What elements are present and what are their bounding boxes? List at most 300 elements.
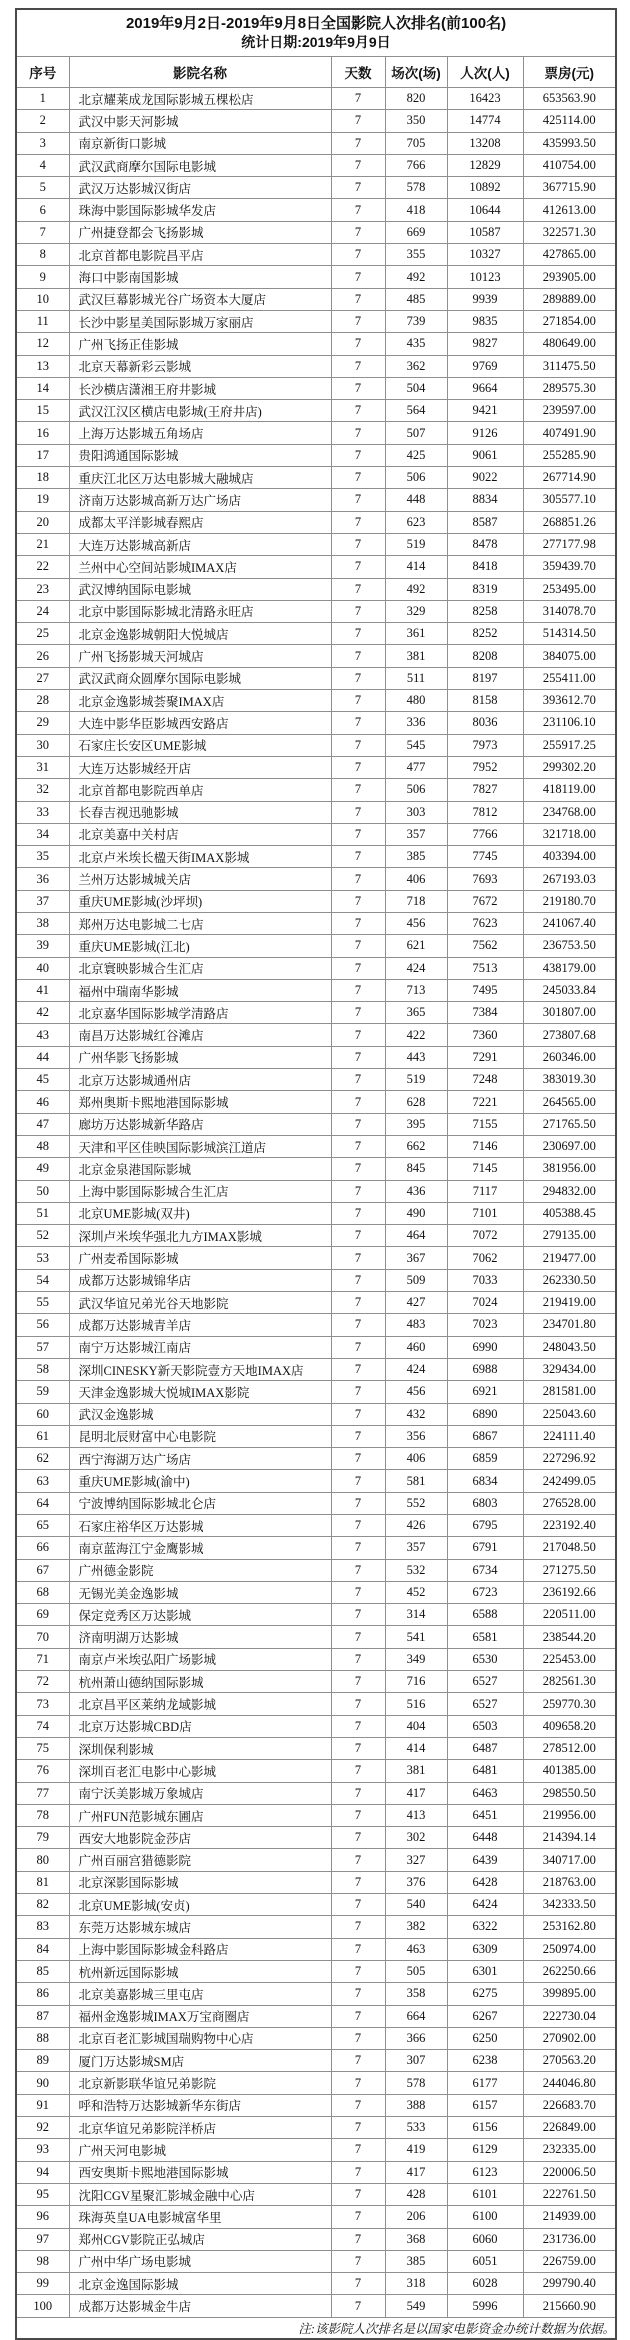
table-row	[16, 422, 616, 444]
sessions-cell: 564	[385, 400, 447, 422]
cinema-name-cell: 重庆UME影城(江北)	[69, 935, 331, 957]
admissions-cell: 9769	[447, 355, 523, 377]
boxoffice-cell: 273807.68	[523, 1024, 616, 1046]
table-row	[16, 1671, 616, 1693]
admissions-cell: 6834	[447, 1470, 523, 1492]
admissions-cell: 6988	[447, 1358, 523, 1380]
days-cell: 7	[331, 1581, 385, 1603]
col-header-rank: 序号	[16, 57, 69, 88]
admissions-cell: 6795	[447, 1515, 523, 1537]
rank-cell: 77	[16, 1782, 69, 1804]
table-row	[16, 1247, 616, 1269]
cinema-name-cell: 呼和浩特万达影城新华东街店	[69, 2094, 331, 2116]
rank-cell: 95	[16, 2183, 69, 2205]
sessions-cell: 845	[385, 1158, 447, 1180]
table-row	[16, 1448, 616, 1470]
cinema-name-cell: 南京蓝海江宁金鹰影城	[69, 1537, 331, 1559]
admissions-cell: 7145	[447, 1158, 523, 1180]
table-row	[16, 2161, 616, 2183]
days-cell: 7	[331, 2183, 385, 2205]
cinema-name-cell: 北京昌平区莱纳龙域影城	[69, 1693, 331, 1715]
boxoffice-cell: 403394.00	[523, 846, 616, 868]
sessions-cell: 533	[385, 2117, 447, 2139]
table-row	[16, 533, 616, 555]
cinema-name-cell: 北京美嘉中关村店	[69, 823, 331, 845]
table-row	[16, 1804, 616, 1826]
admissions-cell: 6238	[447, 2050, 523, 2072]
table-row	[16, 1894, 616, 1916]
table-row	[16, 957, 616, 979]
cinema-name-cell: 珠海中影国际影城华发店	[69, 199, 331, 221]
sessions-cell: 485	[385, 288, 447, 310]
cinema-name-cell: 郑州万达电影城二七店	[69, 912, 331, 934]
boxoffice-cell: 267714.90	[523, 467, 616, 489]
admissions-cell: 6581	[447, 1626, 523, 1648]
days-cell: 7	[331, 2027, 385, 2049]
sessions-cell: 302	[385, 1827, 447, 1849]
days-cell: 7	[331, 1024, 385, 1046]
days-cell: 7	[331, 489, 385, 511]
sessions-cell: 705	[385, 132, 447, 154]
sessions-cell: 395	[385, 1113, 447, 1135]
sessions-cell: 477	[385, 756, 447, 778]
admissions-cell: 7072	[447, 1225, 523, 1247]
cinema-name-cell: 武汉博纳国际电影城	[69, 578, 331, 600]
cinema-name-cell: 昆明北辰财富中心电影院	[69, 1425, 331, 1447]
table-row	[16, 1515, 616, 1537]
sessions-cell: 356	[385, 1425, 447, 1447]
days-cell: 7	[331, 823, 385, 845]
rank-cell: 34	[16, 823, 69, 845]
sessions-cell: 506	[385, 779, 447, 801]
rank-cell: 48	[16, 1135, 69, 1157]
table-row	[16, 199, 616, 221]
sessions-cell: 664	[385, 2005, 447, 2027]
sessions-cell: 406	[385, 868, 447, 890]
sessions-cell: 578	[385, 177, 447, 199]
rank-cell: 37	[16, 890, 69, 912]
rank-cell: 49	[16, 1158, 69, 1180]
days-cell: 7	[331, 1715, 385, 1737]
admissions-cell: 7101	[447, 1202, 523, 1224]
admissions-cell: 7023	[447, 1314, 523, 1336]
cinema-name-cell: 杭州萧山德纳国际影城	[69, 1671, 331, 1693]
admissions-cell: 6322	[447, 1916, 523, 1938]
rank-cell: 41	[16, 979, 69, 1001]
admissions-cell: 7952	[447, 756, 523, 778]
days-cell: 7	[331, 2139, 385, 2161]
admissions-cell: 8158	[447, 690, 523, 712]
sessions-cell: 382	[385, 1916, 447, 1938]
cinema-name-cell: 北京万达影城通州店	[69, 1069, 331, 1091]
days-cell: 7	[331, 1091, 385, 1113]
sessions-cell: 718	[385, 890, 447, 912]
rank-cell: 29	[16, 712, 69, 734]
cinema-name-cell: 上海中影国际影城合生汇店	[69, 1180, 331, 1202]
cinema-name-cell: 武汉武商摩尔国际电影城	[69, 154, 331, 176]
sessions-cell: 425	[385, 444, 447, 466]
rank-cell: 69	[16, 1604, 69, 1626]
boxoffice-cell: 276528.00	[523, 1492, 616, 1514]
boxoffice-cell: 294832.00	[523, 1180, 616, 1202]
sessions-cell: 456	[385, 912, 447, 934]
admissions-cell: 7360	[447, 1024, 523, 1046]
table-row	[16, 979, 616, 1001]
boxoffice-cell: 262330.50	[523, 1269, 616, 1291]
footnote: 注:该影院人次排名是以国家电影资金办统计数据为依据。	[16, 2317, 616, 2339]
table-row	[16, 1938, 616, 1960]
boxoffice-cell: 293905.00	[523, 266, 616, 288]
days-cell: 7	[331, 1559, 385, 1581]
admissions-cell: 6448	[447, 1827, 523, 1849]
admissions-cell: 7291	[447, 1046, 523, 1068]
rank-cell: 15	[16, 400, 69, 422]
boxoffice-cell: 282561.30	[523, 1671, 616, 1693]
sessions-cell: 418	[385, 199, 447, 221]
admissions-cell: 14774	[447, 110, 523, 132]
boxoffice-cell: 271854.00	[523, 310, 616, 332]
sessions-cell: 452	[385, 1581, 447, 1603]
table-row	[16, 1916, 616, 1938]
sessions-cell: 716	[385, 1671, 447, 1693]
sessions-cell: 424	[385, 1358, 447, 1380]
sessions-cell: 541	[385, 1626, 447, 1648]
cinema-name-cell: 北京华谊兄弟影院洋桥店	[69, 2117, 331, 2139]
table-row	[16, 1292, 616, 1314]
cinema-name-cell: 深圳保利影城	[69, 1737, 331, 1759]
days-cell: 7	[331, 1537, 385, 1559]
admissions-cell: 8208	[447, 645, 523, 667]
admissions-cell: 7033	[447, 1269, 523, 1291]
boxoffice-cell: 259770.30	[523, 1693, 616, 1715]
table-row	[16, 1849, 616, 1871]
rank-cell: 98	[16, 2250, 69, 2272]
table-row	[16, 2250, 616, 2272]
cinema-name-cell: 沈阳CGV星聚汇影城金融中心店	[69, 2183, 331, 2205]
sessions-cell: 436	[385, 1180, 447, 1202]
cinema-name-cell: 北京嘉华国际影城学清路店	[69, 1002, 331, 1024]
days-cell: 7	[331, 310, 385, 332]
cinema-name-cell: 兰州万达影城城关店	[69, 868, 331, 890]
sessions-cell: 621	[385, 935, 447, 957]
admissions-cell: 9835	[447, 310, 523, 332]
days-cell: 7	[331, 1448, 385, 1470]
days-cell: 7	[331, 333, 385, 355]
rank-cell: 22	[16, 556, 69, 578]
boxoffice-cell: 425114.00	[523, 110, 616, 132]
table-row	[16, 2005, 616, 2027]
boxoffice-cell: 340717.00	[523, 1849, 616, 1871]
cinema-name-cell: 西宁海湖万达广场店	[69, 1448, 331, 1470]
boxoffice-cell: 367715.90	[523, 177, 616, 199]
cinema-name-cell: 武汉华谊兄弟光谷天地影院	[69, 1292, 331, 1314]
table-row	[16, 846, 616, 868]
days-cell: 7	[331, 1180, 385, 1202]
sessions-cell: 376	[385, 1871, 447, 1893]
sessions-cell: 516	[385, 1693, 447, 1715]
col-header-sessions: 场次(场)	[385, 57, 447, 88]
sessions-cell: 448	[385, 489, 447, 511]
rank-cell: 100	[16, 2295, 69, 2317]
cinema-name-cell: 杭州新远国际影城	[69, 1960, 331, 1982]
table-row	[16, 2295, 616, 2317]
sessions-cell: 327	[385, 1849, 447, 1871]
admissions-cell: 9022	[447, 467, 523, 489]
boxoffice-cell: 226849.00	[523, 2117, 616, 2139]
admissions-cell: 7745	[447, 846, 523, 868]
sessions-cell: 669	[385, 221, 447, 243]
boxoffice-cell: 393612.70	[523, 690, 616, 712]
rank-cell: 51	[16, 1202, 69, 1224]
admissions-cell: 8418	[447, 556, 523, 578]
days-cell: 7	[331, 1225, 385, 1247]
table-row	[16, 890, 616, 912]
days-cell: 7	[331, 846, 385, 868]
admissions-cell: 16423	[447, 88, 523, 110]
boxoffice-cell: 267193.03	[523, 868, 616, 890]
table-row	[16, 756, 616, 778]
rank-cell: 55	[16, 1292, 69, 1314]
boxoffice-cell: 342333.50	[523, 1894, 616, 1916]
rank-cell: 71	[16, 1648, 69, 1670]
rank-cell: 66	[16, 1537, 69, 1559]
boxoffice-cell: 314078.70	[523, 600, 616, 622]
rank-cell: 63	[16, 1470, 69, 1492]
sessions-cell: 404	[385, 1715, 447, 1737]
table-row	[16, 2072, 616, 2094]
sessions-cell: 318	[385, 2273, 447, 2295]
rank-cell: 28	[16, 690, 69, 712]
cinema-name-cell: 北京UME影城(安贞)	[69, 1894, 331, 1916]
table-row	[16, 2183, 616, 2205]
boxoffice-cell: 322571.30	[523, 221, 616, 243]
table-row	[16, 511, 616, 533]
days-cell: 7	[331, 1314, 385, 1336]
boxoffice-cell: 480649.00	[523, 333, 616, 355]
sessions-cell: 350	[385, 110, 447, 132]
boxoffice-cell: 219477.00	[523, 1247, 616, 1269]
cinema-name-cell: 广州麦希国际影城	[69, 1247, 331, 1269]
table-row	[16, 912, 616, 934]
sessions-cell: 427	[385, 1292, 447, 1314]
days-cell: 7	[331, 1737, 385, 1759]
days-cell: 7	[331, 1069, 385, 1091]
cinema-name-cell: 北京金泉港国际影城	[69, 1158, 331, 1180]
boxoffice-cell: 359439.70	[523, 556, 616, 578]
cinema-name-cell: 北京深影国际影城	[69, 1871, 331, 1893]
admissions-cell: 6101	[447, 2183, 523, 2205]
rank-cell: 43	[16, 1024, 69, 1046]
admissions-cell: 6890	[447, 1403, 523, 1425]
days-cell: 7	[331, 511, 385, 533]
column-header-row	[16, 57, 616, 88]
cinema-name-cell: 武汉武商众圆摩尔国际电影城	[69, 667, 331, 689]
table-row	[16, 1760, 616, 1782]
sessions-cell: 329	[385, 600, 447, 622]
boxoffice-cell: 255411.00	[523, 667, 616, 689]
cinema-name-cell: 郑州奥斯卡熙地港国际影城	[69, 1091, 331, 1113]
days-cell: 7	[331, 712, 385, 734]
admissions-cell: 8197	[447, 667, 523, 689]
cinema-name-cell: 北京UME影城(双井)	[69, 1202, 331, 1224]
boxoffice-cell: 412613.00	[523, 199, 616, 221]
col-header-admissions: 人次(人)	[447, 57, 523, 88]
sessions-cell: 456	[385, 1381, 447, 1403]
rank-cell: 83	[16, 1916, 69, 1938]
days-cell: 7	[331, 1604, 385, 1626]
table-row	[16, 2094, 616, 2116]
days-cell: 7	[331, 801, 385, 823]
cinema-name-cell: 南昌万达影城红谷滩店	[69, 1024, 331, 1046]
sessions-cell: 662	[385, 1135, 447, 1157]
table-row	[16, 88, 616, 110]
rank-cell: 17	[16, 444, 69, 466]
table-row	[16, 935, 616, 957]
days-cell: 7	[331, 533, 385, 555]
rank-cell: 89	[16, 2050, 69, 2072]
table-row	[16, 467, 616, 489]
cinema-name-cell: 广州华影飞扬影城	[69, 1046, 331, 1068]
cinema-name-cell: 广州天河电影城	[69, 2139, 331, 2161]
cinema-name-cell: 深圳卢米埃华强北九方IMAX影城	[69, 1225, 331, 1247]
table-row	[16, 1202, 616, 1224]
sessions-cell: 766	[385, 154, 447, 176]
sessions-cell: 357	[385, 823, 447, 845]
table-row	[16, 1782, 616, 1804]
rank-cell: 58	[16, 1358, 69, 1380]
days-cell: 7	[331, 1916, 385, 1938]
admissions-cell: 6990	[447, 1336, 523, 1358]
boxoffice-cell: 299302.20	[523, 756, 616, 778]
cinema-name-cell: 广州飞扬正佳影城	[69, 333, 331, 355]
admissions-cell: 10327	[447, 244, 523, 266]
days-cell: 7	[331, 177, 385, 199]
admissions-cell: 9664	[447, 377, 523, 399]
boxoffice-cell: 253162.80	[523, 1916, 616, 1938]
sessions-cell: 581	[385, 1470, 447, 1492]
cinema-name-cell: 重庆UME影城(渝中)	[69, 1470, 331, 1492]
rank-cell: 16	[16, 422, 69, 444]
days-cell: 7	[331, 1158, 385, 1180]
table-row	[16, 1537, 616, 1559]
sessions-cell: 355	[385, 244, 447, 266]
days-cell: 7	[331, 1960, 385, 1982]
cinema-name-cell: 深圳CINESKY新天影院壹方天地IMAX店	[69, 1358, 331, 1380]
rank-cell: 87	[16, 2005, 69, 2027]
table-row	[16, 556, 616, 578]
cinema-name-cell: 成都太平洋影城春熙店	[69, 511, 331, 533]
admissions-cell: 9939	[447, 288, 523, 310]
boxoffice-cell: 236192.66	[523, 1581, 616, 1603]
admissions-cell: 6250	[447, 2027, 523, 2049]
rank-cell: 52	[16, 1225, 69, 1247]
sessions-cell: 426	[385, 1515, 447, 1537]
sessions-cell: 307	[385, 2050, 447, 2072]
boxoffice-cell: 427865.00	[523, 244, 616, 266]
days-cell: 7	[331, 1804, 385, 1826]
boxoffice-cell: 277177.98	[523, 533, 616, 555]
sessions-cell: 367	[385, 1247, 447, 1269]
cinema-name-cell: 北京金逸影城朝阳大悦城店	[69, 623, 331, 645]
days-cell: 7	[331, 2161, 385, 2183]
boxoffice-cell: 401385.00	[523, 1760, 616, 1782]
rank-cell: 40	[16, 957, 69, 979]
admissions-cell: 8834	[447, 489, 523, 511]
admissions-cell: 6530	[447, 1648, 523, 1670]
cinema-name-cell: 天津和平区佳映国际影城滨江道店	[69, 1135, 331, 1157]
boxoffice-cell: 264565.00	[523, 1091, 616, 1113]
table-row	[16, 110, 616, 132]
boxoffice-cell: 255917.25	[523, 734, 616, 756]
boxoffice-cell: 223192.40	[523, 1515, 616, 1537]
days-cell: 7	[331, 1515, 385, 1537]
table-row	[16, 712, 616, 734]
admissions-cell: 6527	[447, 1671, 523, 1693]
admissions-cell: 6723	[447, 1581, 523, 1603]
admissions-cell: 6439	[447, 1849, 523, 1871]
days-cell: 7	[331, 110, 385, 132]
table-row	[16, 1024, 616, 1046]
cinema-name-cell: 济南明湖万达影城	[69, 1626, 331, 1648]
cinema-name-cell: 长沙横店潇湘王府井影城	[69, 377, 331, 399]
admissions-cell: 6301	[447, 1960, 523, 1982]
sessions-cell: 464	[385, 1225, 447, 1247]
boxoffice-cell: 217048.50	[523, 1537, 616, 1559]
table-row	[16, 489, 616, 511]
admissions-cell: 10892	[447, 177, 523, 199]
boxoffice-cell: 305577.10	[523, 489, 616, 511]
cinema-name-cell: 天津金逸影城大悦城IMAX影院	[69, 1381, 331, 1403]
days-cell: 7	[331, 979, 385, 1001]
table-row	[16, 801, 616, 823]
admissions-cell: 6275	[447, 1983, 523, 2005]
cinema-name-cell: 大连万达影城经开店	[69, 756, 331, 778]
cinema-name-cell: 珠海英皇UA电影城富华里	[69, 2206, 331, 2228]
sessions-cell: 505	[385, 1960, 447, 1982]
sessions-cell: 406	[385, 1448, 447, 1470]
sessions-cell: 578	[385, 2072, 447, 2094]
cinema-name-cell: 东莞万达影城东城店	[69, 1916, 331, 1938]
table-row	[16, 266, 616, 288]
cinema-name-cell: 大连万达影城高新店	[69, 533, 331, 555]
boxoffice-cell: 301807.00	[523, 1002, 616, 1024]
table-row	[16, 310, 616, 332]
table-row	[16, 1358, 616, 1380]
sessions-cell: 509	[385, 1269, 447, 1291]
cinema-name-cell: 福州金逸影城IMAX万宝商圈店	[69, 2005, 331, 2027]
boxoffice-cell: 281581.00	[523, 1381, 616, 1403]
rank-cell: 46	[16, 1091, 69, 1113]
cinema-name-cell: 无锡光美金逸影城	[69, 1581, 331, 1603]
sessions-cell: 506	[385, 467, 447, 489]
days-cell: 7	[331, 2094, 385, 2116]
boxoffice-cell: 248043.50	[523, 1336, 616, 1358]
rank-cell: 64	[16, 1492, 69, 1514]
rank-cell: 7	[16, 221, 69, 243]
table-row	[16, 1648, 616, 1670]
admissions-cell: 6428	[447, 1871, 523, 1893]
sessions-cell: 480	[385, 690, 447, 712]
sessions-cell: 349	[385, 1648, 447, 1670]
boxoffice-cell: 225043.60	[523, 1403, 616, 1425]
boxoffice-cell: 384075.00	[523, 645, 616, 667]
sessions-cell: 362	[385, 355, 447, 377]
rank-cell: 32	[16, 779, 69, 801]
rank-cell: 56	[16, 1314, 69, 1336]
admissions-cell: 6451	[447, 1804, 523, 1826]
cinema-name-cell: 贵阳鸿通国际影城	[69, 444, 331, 466]
admissions-cell: 7973	[447, 734, 523, 756]
